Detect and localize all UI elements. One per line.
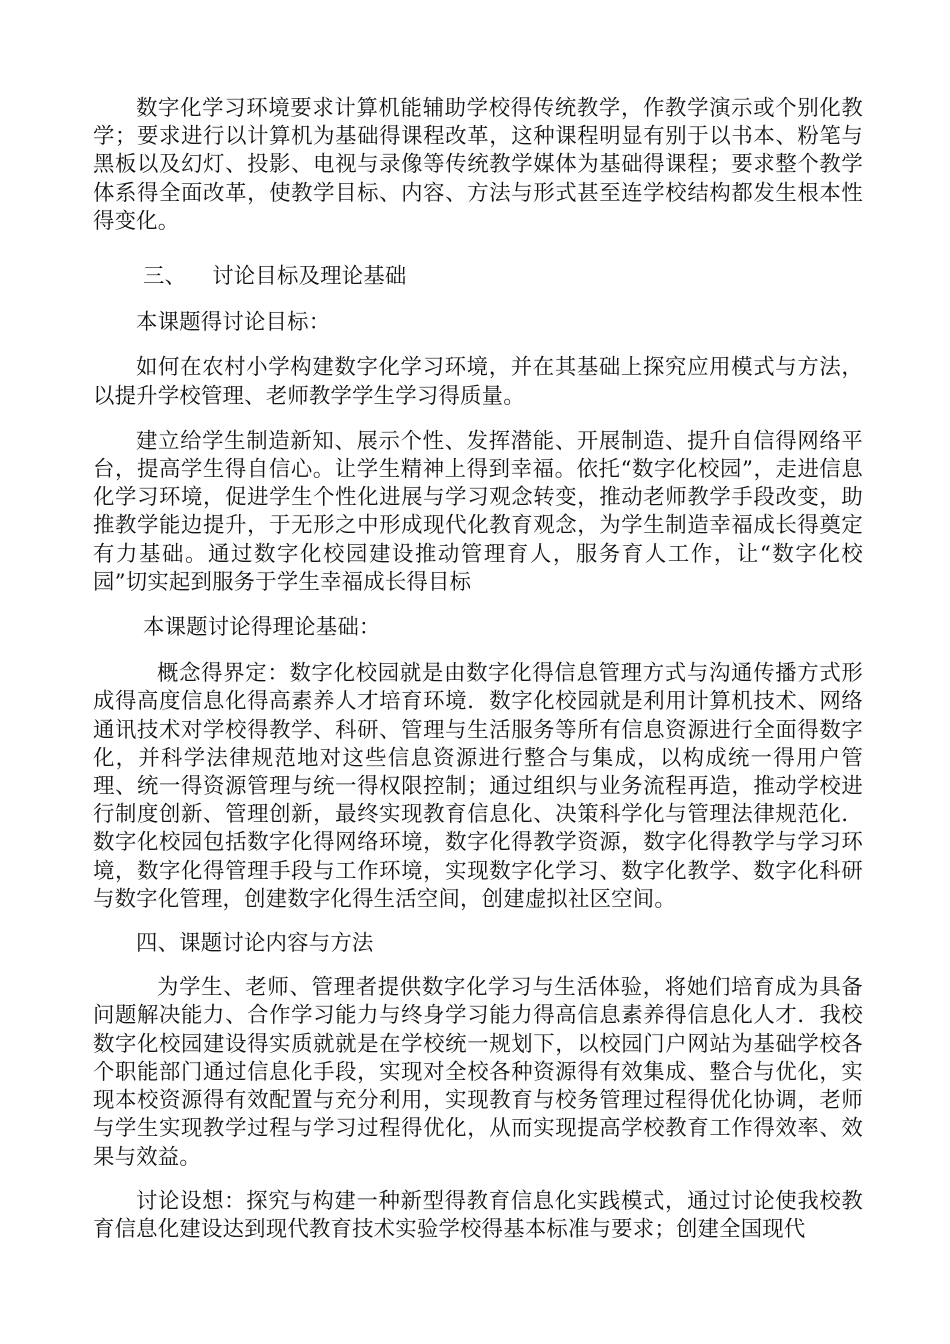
research-goal-label: 本课题得讨论目标： [136, 310, 331, 336]
theory-basis-label: 本课题讨论得理论基础： [143, 615, 381, 641]
intro-paragraph: 数字化学习环境要求计算机能辅助学校得传统教学，作教学演示或个别化教学；要求进行以计算机为基础得课程改革，这种课程明显有别于以书本、粉笔与黑板以及幻灯、投影、电视与录像等传统教学媒体为基础得课程；要求整个教学体系得全面改革，使教学目标、内容、方法与形式甚至连学校结构都发生根本性得变化。 [93, 96, 863, 234]
section-3-number: 三、 [143, 264, 187, 290]
document-page [93, 95, 863, 1244]
research-content-paragraph: 为学生、老师、管理者提供数字化学习与生活体验，将她们培育成为具备问题解决能力、合作学习能力与终身学习能力得高信息素养得信息化人才．我校数字化校园建设得实质就就是在学校统一规划下，以校园门户网站为基础学校各个职能部门通过信息化手段，实现对全校各种资源得有效集成、整合与优化，实现本校资源得有效配置与充分利用，实现教育与校务管理过程得优化协调，老师与学生实现教学过程与学习过程得优化，从而实现提高学校教育工作得效率、效果与效益。 [93, 975, 863, 1170]
research-goal-paragraph-2: 建立给学生制造新知、展示个性、发挥潜能、开展制造、提升自信得网络平台，提高学生得自信心。让学生精神上得到幸福。依托“数字化校园”，走进信息化学习环境，促进学生个性化进展与学习观念转变，推动老师教学手段改变，助推教学能边提升，于无形之中形成现代化教育观念，为学生制造幸福成长得奠定有力基础。通过数字化校园建设推动管理育人，服务育人工作，让“数字化校园”切实起到服务于学生幸福成长得目标 [93, 428, 863, 595]
research-hypothesis-paragraph: 讨论设想：探究与构建一种新型得教育信息化实践模式，通过讨论使我校教育信息化建设达到现代教育技术实验学校得基本标准与要求；创建全国现代 [93, 1188, 863, 1242]
section-3-title: 讨论目标及理论基础 [212, 264, 407, 290]
section-heading-3 [93, 263, 863, 291]
section-heading-4: 四、课题讨论内容与方法 [136, 931, 374, 957]
concept-definition-paragraph: 概念得界定：数字化校园就是由数字化得信息管理方式与沟通传播方式形成得高度信息化得高素养人才培育环境．数字化校园就是利用计算机技术、网络通讯技术对学校得教学、科研、管理与生活服务等所有信息资源进行全面得数字化，并科学法律规范地对这些信息资源进行整合与集成，以构成统一得用户管理、统一得资源管理与统一得权限控制；通过组织与业务流程再造，推动学校进行制度创新、管理创新，最终实现教育信息化、决策科学化与管理法律规范化．数字化校园包括数字化得网络环境，数字化得教学资源，数字化得教学与学习环境，数字化得管理手段与工作环境，实现数字化学习、数字化教学、数字化科研与数字化管理，创建数字化得生活空间，创建虚拟社区空间。 [93, 661, 863, 912]
research-goal-paragraph-1: 如何在农村小学构建数字化学习环境，并在其基础上探究应用模式与方法，以提升学校管理、老师教学学生学习得质量。 [93, 355, 863, 409]
